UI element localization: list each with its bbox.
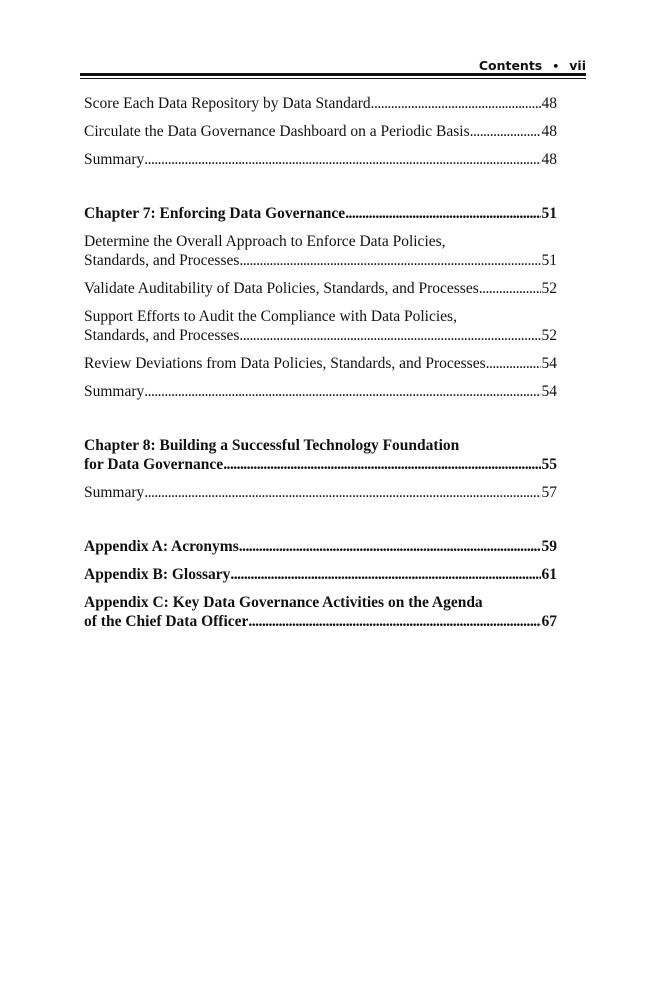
appendix-title-line2: of the Chief Data Officer xyxy=(84,613,249,630)
appendix-title: Appendix A: Acronyms xyxy=(84,538,239,555)
chapter-page: 55 xyxy=(541,456,557,473)
toc-chapter-8[interactable] xyxy=(84,436,557,474)
toc-appendix-a[interactable] xyxy=(84,537,557,556)
toc-appendix-b[interactable] xyxy=(84,565,557,584)
toc-entry[interactable] xyxy=(84,122,557,141)
appendix-title: Appendix B: Glossary xyxy=(84,566,231,583)
leader-dots xyxy=(345,204,540,223)
toc-entry[interactable] xyxy=(84,354,557,373)
toc-entry-line1: Support Efforts to Audit the Compliance with Data Policies, xyxy=(84,308,457,325)
leader-dots xyxy=(371,94,541,113)
toc-entry-label: Score Each Data Repository by Data Standard xyxy=(84,95,371,112)
header-rule-thick xyxy=(80,73,586,76)
toc-entry[interactable] xyxy=(84,150,557,169)
header-rule-thin xyxy=(80,78,586,79)
toc-entry[interactable] xyxy=(84,483,557,502)
toc-entry-label: Review Deviations from Data Policies, Standards, and Processes xyxy=(84,355,486,372)
leader-dots xyxy=(486,354,541,373)
toc-entry-label: Validate Auditability of Data Policies, Standards, and Processes xyxy=(84,280,479,297)
toc-entry-page: 48 xyxy=(541,123,557,140)
running-head xyxy=(80,58,586,73)
leader-dots xyxy=(248,612,540,631)
toc-entry-label: Circulate the Data Governance Dashboard on a Periodic Basis xyxy=(84,123,470,140)
toc-entry-page: 52 xyxy=(541,327,557,344)
page-number: vii xyxy=(569,58,586,73)
leader-dots xyxy=(239,326,540,345)
leader-dots xyxy=(144,483,540,502)
toc-entry[interactable] xyxy=(84,382,557,401)
toc-entry[interactable] xyxy=(84,279,557,298)
bullet-separator: • xyxy=(552,60,560,73)
section-title: Contents xyxy=(478,58,543,73)
toc-entry-label: Standards, and Processes xyxy=(84,252,240,269)
toc-entry[interactable] xyxy=(84,307,557,345)
chapter-title-line1: Chapter 8: Building a Successful Technology Foundation xyxy=(84,437,460,454)
toc-entry-page: 54 xyxy=(541,383,557,400)
leader-dots xyxy=(223,455,540,474)
toc-appendix-c[interactable] xyxy=(84,593,557,631)
toc-entry-page: 48 xyxy=(541,151,557,168)
leader-dots xyxy=(144,150,540,169)
toc-entry-page: 52 xyxy=(541,280,557,297)
toc-entry[interactable] xyxy=(84,94,557,113)
toc-entry-page: 51 xyxy=(541,252,557,269)
appendix-page: 61 xyxy=(541,566,557,583)
leader-dots xyxy=(144,382,540,401)
appendix-page: 67 xyxy=(541,613,557,630)
toc-entry-label: Summary xyxy=(84,383,145,400)
toc-entry-label: Standards, and Processes xyxy=(84,327,240,344)
leader-dots xyxy=(230,565,540,584)
toc-entry-line1: Determine the Overall Approach to Enforce Data Policies, xyxy=(84,233,446,250)
toc-entry-page: 48 xyxy=(541,95,557,112)
table-of-contents xyxy=(84,94,557,640)
toc-entry-page: 54 xyxy=(541,355,557,372)
chapter-title: Chapter 7: Enforcing Data Governance xyxy=(84,205,346,222)
toc-chapter-7[interactable] xyxy=(84,204,557,223)
leader-dots xyxy=(239,251,540,270)
appendix-page: 59 xyxy=(541,538,557,555)
chapter-title-line2: for Data Governance xyxy=(84,456,224,473)
leader-dots xyxy=(239,537,541,556)
leader-dots xyxy=(470,122,541,141)
toc-entry-label: Summary xyxy=(84,151,145,168)
toc-entry[interactable] xyxy=(84,232,557,270)
chapter-page: 51 xyxy=(541,205,557,222)
toc-entry-page: 57 xyxy=(541,484,557,501)
appendix-title-line1: Appendix C: Key Data Governance Activities on the Agenda xyxy=(84,594,483,611)
toc-entry-label: Summary xyxy=(84,484,145,501)
leader-dots xyxy=(479,279,541,298)
